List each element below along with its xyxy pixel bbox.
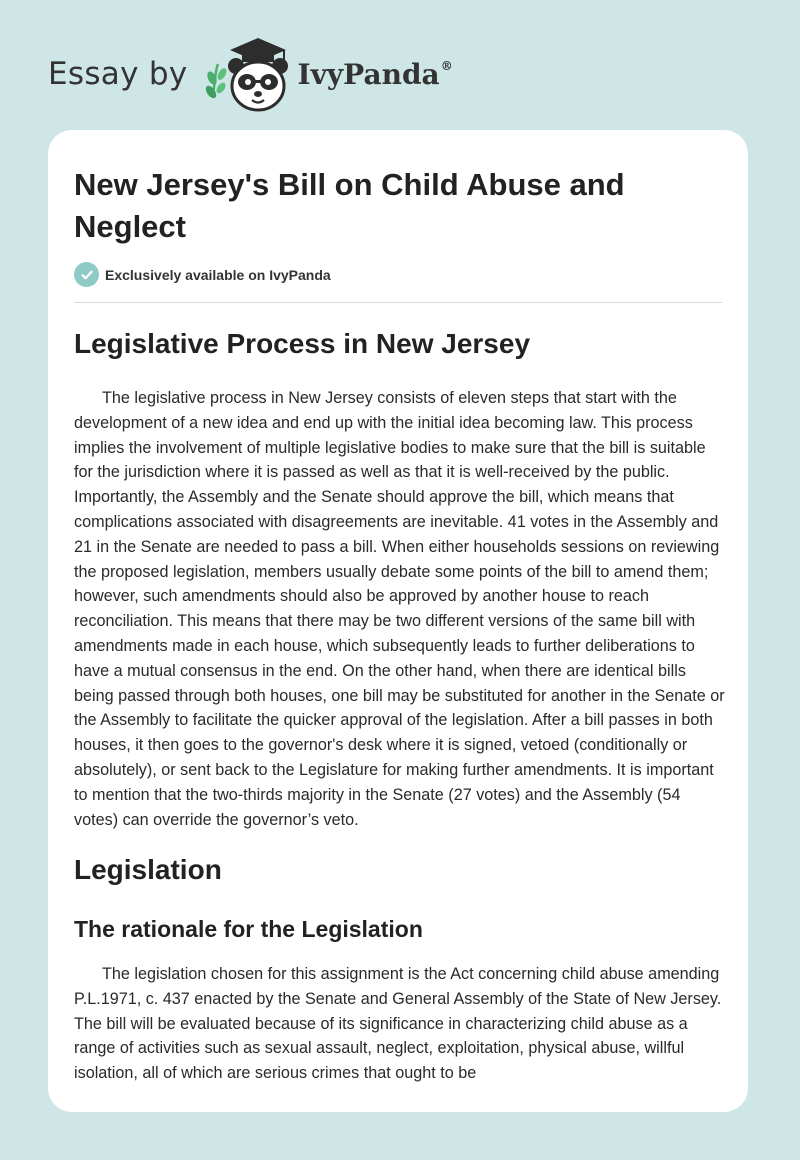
title-divider	[74, 302, 722, 303]
paragraph-rationale: The legislation chosen for this assignment is the Act concerning child abuse amending P.L.1971, c. 437 enacted by the Senate and General Assembly of the State of New Jersey. The bill will be evaluated because of its significance in characterizing child abuse as a range of activities such as sexual assault, neglect, exploitation, physical abuse, willful isolation, all of which are serious crimes that ought to be	[74, 965, 722, 1083]
section-heading-legislative-process: Legislative Process in New Jersey	[74, 328, 531, 359]
exclusive-badge	[74, 262, 331, 287]
brand-prefix: Essay by	[48, 56, 188, 92]
section-heading-legislation: Legislation	[74, 854, 222, 885]
subheading-rationale: The rationale for the Legislation	[74, 916, 423, 942]
site-brand[interactable]	[48, 34, 453, 114]
panda-graduate-icon	[202, 34, 294, 114]
badge-label: Exclusively available on IvyPanda	[105, 266, 331, 283]
article-title: New Jersey's Bill on Child Abuse and Neglect	[74, 167, 625, 244]
brand-name: IvyPanda®	[297, 57, 453, 91]
check-circle-icon	[74, 262, 99, 287]
article-card	[48, 130, 748, 1112]
paragraph-legislative-process: The legislative process in New Jersey consists of eleven steps that start with the development of a new idea and end up with the initial idea becoming law. This process implies the involvement of multiple legislative bodies to make sure that the bill is suitable for the jurisdiction where it is passed as well as that it is well-received by the public. Importantly, the Assembly and the Senate should approve the bill, which means that complications associated with disagreements are inevitable. 41 votes in the Assembly and 21 in the Senate are needed to pass a bill. When either households sessions on reviewing the proposed legislation, members usually debate some points of the bill to amend them; however, such amendments should also be approved by another house to reach reconciliation. This means that there may be two different versions of the same bill with amendments made in each house, which subsequently leads to further deliberations to have a mutual consensus in the end. On the other hand, when there are identical bills being passed through both houses, one bill may be substituted for another in the Senate or the Assembly to facilitate the quicker approval of the legislation. After a bill passes in both houses, it then goes to the governor's desk where it is signed, vetoed (conditionally or absolutely), or sent back to the Legislature for making further amendments. It is important to mention that the two-thirds majority in the Senate (27 votes) and the Assembly (54 votes) can override the governor’s veto.	[74, 389, 725, 829]
